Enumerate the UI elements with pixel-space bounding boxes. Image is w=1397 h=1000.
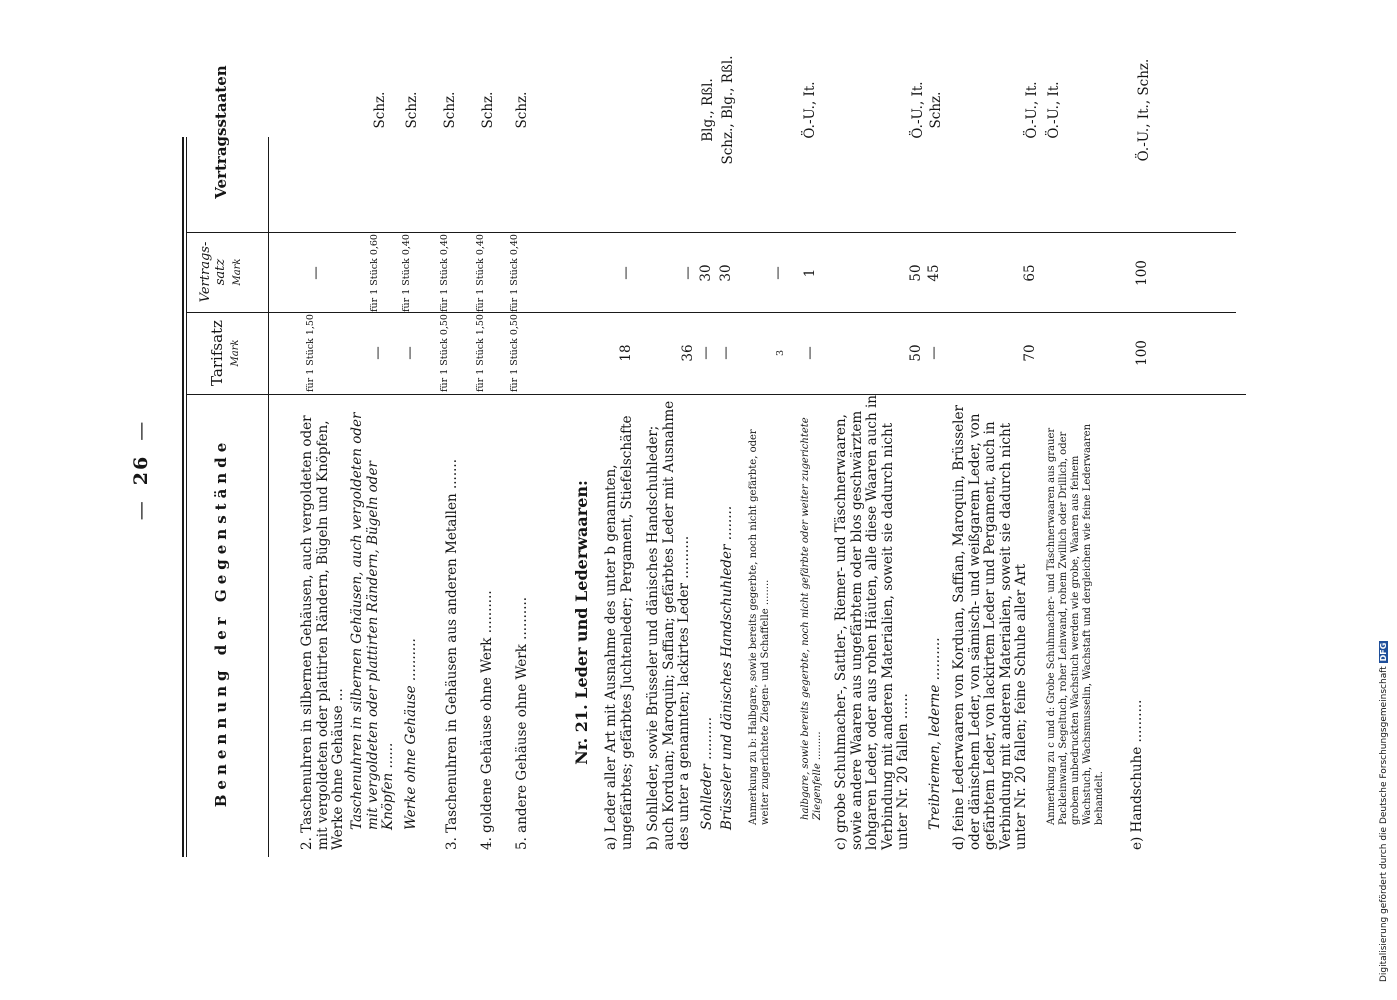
tarif-cell: —	[718, 346, 734, 360]
state-cell: Ö.-U., It.	[1024, 81, 1040, 139]
table-row: 4. goldene Gehäuse ohne Werk ..........	[479, 590, 495, 850]
header-bottom-rule	[268, 137, 269, 857]
tarif-cell: 100	[1134, 340, 1150, 366]
tarif-cell: für 1 Stück 0,50	[509, 314, 520, 392]
state-cell: Schz., Blg., Rßl.	[720, 55, 736, 165]
credit-text: Digitalisierung gefördert durch die Deutsche Forschungsgemeinschaft	[1379, 666, 1389, 982]
vertrag-cell: 100	[1134, 260, 1150, 286]
tarif-cell: —	[698, 346, 714, 360]
tarifsatz-unit: Mark	[230, 339, 241, 367]
table-row: Anmerkung zu b: Halbgare, sowie bereits gegerbte, noch nicht gefärbte, oder weiter zugerichtete Ziegen- und Schaffelle ........	[748, 429, 771, 825]
state-cell: Schz.	[928, 91, 944, 129]
table-row: d) feine Lederwaaren von Korduan, Saffian, Maroquin, Brüsseler oder dänischem Leder, von sämisch- und weißgarem Leder, von gefärbtem Leder, von lackirtem Leder und Pergament, auch in Verbindung mit anderen Materialien, soweit sie dadurch nicht unter Nr. 20 fallen; feine Schuhe aller Art	[951, 405, 1029, 850]
digitization-credit	[1381, 10, 1395, 990]
vertrag-cell: 50	[908, 264, 924, 282]
vertragssatz-label: Vertrags-satz	[198, 241, 228, 303]
table-row: Brüsseler und dänisches Handschuhleder ........	[719, 505, 735, 830]
table-top-rule-2	[186, 137, 187, 857]
table-row: 2. Taschenuhren in silbernen Gehäusen, auch vergoldeten oder mit vergoldeten oder plattirten Rändern, Bügeln und Knöpfen, Werke ohne Gehäuse ...	[299, 415, 346, 850]
table-row: Werke ohne Gehäuse ..........	[403, 638, 419, 830]
table-top-rule	[182, 137, 184, 857]
vertrag-cell: 65	[1022, 264, 1038, 282]
table-row: Sohlleder ..........	[699, 717, 715, 830]
page-number: —26—	[130, 419, 152, 521]
state-cell: Schz.	[480, 91, 496, 129]
state-cell: Ö.-U., It.	[1046, 81, 1062, 139]
vertrag-cell: 30	[698, 264, 714, 282]
header-tarifsatz	[208, 313, 241, 393]
vertrag-cell: für 1 Stück 0,40	[401, 234, 412, 312]
table-row: halbgare, sowie bereits gegerbte, noch nicht gefärbte oder weiter zugerichtete Ziegenfelle .........	[800, 417, 823, 820]
vertrag-cell: für 1 Stück 0,40	[439, 234, 450, 312]
state-cell: Schz.	[442, 91, 458, 129]
vertrag-cell: für 1 Stück 0,40	[475, 234, 486, 312]
vertrag-cell: 45	[926, 264, 942, 282]
tarif-cell: —	[926, 346, 942, 360]
vertrag-cell: 30	[718, 264, 734, 282]
dfg-logo: DFG	[1379, 642, 1388, 662]
vertrag-cell: 1	[802, 268, 818, 278]
section-title: Nr. 21. Leder und Lederwaaren:	[572, 480, 591, 765]
tarif-cell: 3	[775, 349, 786, 357]
tarif-cell: 50	[908, 344, 924, 362]
table-row: 3. Taschenuhren in Gehäusen aus anderen Metallen .......	[444, 459, 460, 850]
table-row: c) grobe Schuhmacher-, Sattler-, Riemer- und Täschnerwaaren, sowie andere Waaren aus ungefärbtem oder blos geschwärztem lohgaren Leder, oder aus rohen Häuten, alle diese Waaren auch in Verbindung mit anderen Materialien, soweit sie dadurch nicht unter Nr. 20 fallen ......	[833, 395, 911, 850]
tarif-cell: 70	[1022, 344, 1038, 362]
table-row: Anmerkung zu c und d: Grobe Schuhmacher- und Täschnerwaaren aus grauer Packleinwand, Segeltuch, roher Leinwand, rohem Zwillich oder Drillich, oder grobem unbedruckten Wachstuch werden wie grobe, Waaren aus feinem Wachstuch, Wachsmusselin, Wachstaft und dergleichen wie feine Lederwaaren behandelt.	[1046, 423, 1105, 825]
tarif-cell: für 1 Stück 1,50	[475, 314, 486, 392]
vertrag-cell: —	[680, 266, 696, 280]
vertrag-cell: für 1 Stück 0,40	[509, 234, 520, 312]
table-row: Treibriemen, lederne ..........	[927, 637, 943, 830]
state-cell: Schz.	[372, 91, 388, 129]
vertrag-cell: —	[618, 266, 634, 280]
state-cell: Ö.-U., It.	[910, 81, 926, 139]
header-benennung: Benennung der Gegenstände	[212, 437, 230, 808]
vertragssatz-unit: Mark	[232, 258, 243, 286]
state-cell: Schz.	[404, 91, 420, 129]
header-vertragssatz	[198, 232, 243, 312]
state-cell: Blg., Rßl.	[700, 78, 716, 142]
tarif-cell: —	[802, 346, 818, 360]
vertrag-cell: —	[308, 266, 324, 280]
state-cell: Ö.-U., It., Schz.	[1136, 58, 1152, 162]
tarif-cell: 36	[680, 344, 696, 362]
tarif-cell: 18	[618, 344, 634, 362]
table-row: b) Sohlleder, sowie Brüsseler und dänisches Handschuhleder; auch Korduan; Maroquin; Saffian; gefärbtes Leder mit Ausnahme des unter a genannten; lackirtes Leder ..........	[645, 400, 692, 850]
tarif-cell: für 1 Stück 0,50	[439, 314, 450, 392]
state-cell: Schz.	[514, 91, 530, 129]
table-row: a) Leder aller Art mit Ausnahme des unter b genannten, ungefärbtes; gefärbtes Juchtenleder; Pergament, Stiefelschäfte	[603, 415, 635, 850]
header-vertragsstaaten: Vertragsstaaten	[212, 65, 230, 199]
tarif-cell: für 1 Stück 1,50	[305, 314, 316, 392]
table-row: 5. andere Gehäuse ohne Werk ..........	[514, 596, 530, 850]
table-row: e) Handschuhe ..........	[1129, 699, 1145, 850]
state-cell: Ö.-U., It.	[802, 81, 818, 139]
vertrag-cell: für 1 Stück 0,60	[369, 234, 380, 312]
tarifsatz-label: Tarifsatz	[208, 320, 226, 386]
tarif-cell: —	[370, 346, 386, 360]
table-row: Taschenuhren in silbernen Gehäusen, auch vergoldeten oder mit vergoldeten oder plattirten Rändern, Bügeln oder Knöpfen ......	[349, 412, 396, 830]
vertrag-cell: —	[770, 266, 786, 280]
tarif-cell: —	[402, 346, 418, 360]
